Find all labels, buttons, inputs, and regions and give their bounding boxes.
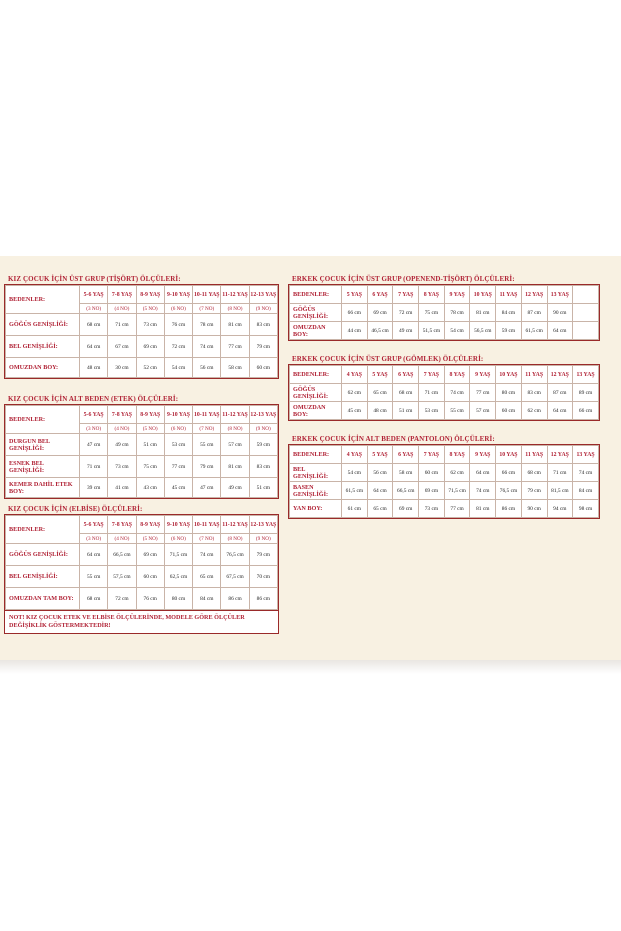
value-cell: 81 cm <box>470 304 496 322</box>
value-cell: 64 cm <box>470 464 496 482</box>
row-label: OMUZDAN TAM BOY: <box>6 588 80 610</box>
table-row <box>6 566 278 588</box>
value-cell: 66,5 cm <box>108 544 136 566</box>
value-cell: 47 cm <box>193 478 221 498</box>
value-cell: 64 cm <box>367 482 393 500</box>
value-cell: 73 cm <box>419 500 445 518</box>
value-cell: 69 cm <box>136 544 164 566</box>
row-label: GÖĞÜS GENİŞLİĞİ: <box>290 304 342 322</box>
size-header: 8-9 YAŞ <box>136 516 164 534</box>
size-header: 11 YAŞ <box>496 286 522 304</box>
value-cell: 52 cm <box>136 358 164 378</box>
size-header: 11-12 YAŞ <box>221 406 249 424</box>
size-number: (3 NO) <box>80 424 108 434</box>
table-row <box>6 336 278 358</box>
size-header: 7 YAŞ <box>419 446 445 464</box>
boys-size-panel <box>288 268 600 536</box>
size-header: 5 YAŞ <box>367 366 393 384</box>
value-cell: 79 cm <box>249 544 277 566</box>
girls-size-panel <box>4 264 279 636</box>
table-title: ERKEK ÇOCUK İÇİN ÜST GRUP (GÖMLEK) ÖLÇÜLERİ: <box>288 354 600 364</box>
size-header: 13 YAŞ <box>573 446 599 464</box>
header-row <box>6 516 278 534</box>
row-label: KEMER DAHİL ETEK BOY: <box>6 478 80 498</box>
value-cell: 45 cm <box>164 478 192 498</box>
size-header: 8-9 YAŞ <box>136 406 164 424</box>
size-header: 4 YAŞ <box>342 366 368 384</box>
value-cell: 57,5 cm <box>108 566 136 588</box>
size-table <box>4 274 279 379</box>
value-cell: 30 cm <box>108 358 136 378</box>
row-label: BEL GENİŞLİĞİ: <box>6 566 80 588</box>
table-row <box>6 434 278 456</box>
size-number: (4 NO) <box>108 424 136 434</box>
value-cell: 94 cm <box>547 500 573 518</box>
size-header: 9-10 YAŞ <box>164 406 192 424</box>
value-cell: 79 cm <box>521 482 547 500</box>
size-header: 10 YAŞ <box>470 286 496 304</box>
table-title: ERKEK ÇOCUK İÇİN ALT BEDEN (PANTOLON) ÖLÇÜLERİ: <box>288 434 600 444</box>
table-row <box>6 314 278 336</box>
table-row <box>290 482 599 500</box>
header-row <box>6 286 278 304</box>
size-number: (9 NO) <box>249 534 277 544</box>
value-cell: 80 cm <box>164 588 192 610</box>
size-number: (8 NO) <box>221 534 249 544</box>
value-cell: 98 cm <box>573 500 599 518</box>
value-cell: 44 cm <box>342 322 368 340</box>
value-cell: 78 cm <box>193 314 221 336</box>
table-row <box>6 478 278 498</box>
value-cell: 75 cm <box>136 456 164 478</box>
value-cell: 79 cm <box>193 456 221 478</box>
row-label: DURGUN BEL GENİŞLİĞİ: <box>6 434 80 456</box>
value-cell: 61,5 cm <box>521 322 547 340</box>
value-cell: 81 cm <box>221 456 249 478</box>
table-row <box>290 500 599 518</box>
row-label: GÖĞÜS GENİŞLİĞİ: <box>6 544 80 566</box>
size-grid <box>5 285 278 378</box>
value-cell: 71,5 cm <box>164 544 192 566</box>
value-cell: 49 cm <box>108 434 136 456</box>
table-row <box>290 322 599 340</box>
size-number: (7 NO) <box>193 534 221 544</box>
size-header: 11-12 YAŞ <box>221 286 249 304</box>
value-cell: 56 cm <box>193 358 221 378</box>
size-header <box>573 286 599 304</box>
header-label: BEDENLER: <box>6 516 80 544</box>
value-cell: 87 cm <box>521 304 547 322</box>
size-header: 9-10 YAŞ <box>164 516 192 534</box>
row-label: YAN BOY: <box>290 500 342 518</box>
size-number: (3 NO) <box>80 534 108 544</box>
size-header: 10-11 YAŞ <box>193 516 221 534</box>
size-number: (4 NO) <box>108 534 136 544</box>
value-cell: 66,5 cm <box>393 482 419 500</box>
value-cell: 76 cm <box>164 314 192 336</box>
size-header: 7 YAŞ <box>393 286 419 304</box>
value-cell: 69 cm <box>367 304 393 322</box>
value-cell: 66 cm <box>573 402 599 420</box>
value-cell: 62 cm <box>444 464 470 482</box>
value-cell: 90 cm <box>521 500 547 518</box>
header-label: BEDENLER: <box>6 286 80 314</box>
header-label: BEDENLER: <box>290 446 342 464</box>
value-cell: 48 cm <box>367 402 393 420</box>
page-shadow <box>0 660 621 674</box>
value-cell: 62 cm <box>342 384 368 402</box>
value-cell: 86 cm <box>496 500 522 518</box>
size-header: 5-6 YAŞ <box>80 286 108 304</box>
value-cell: 62 cm <box>521 402 547 420</box>
size-header: 9 YAŞ <box>470 366 496 384</box>
value-cell: 80 cm <box>496 384 522 402</box>
size-table <box>288 434 600 519</box>
value-cell: 83 cm <box>249 314 277 336</box>
value-cell: 47 cm <box>80 434 108 456</box>
value-cell: 58 cm <box>221 358 249 378</box>
size-number: (6 NO) <box>164 304 192 314</box>
value-cell: 62,5 cm <box>164 566 192 588</box>
size-header: 12 YAŞ <box>521 286 547 304</box>
value-cell: 64 cm <box>547 322 573 340</box>
size-table <box>4 394 279 499</box>
size-header: 5-6 YAŞ <box>80 406 108 424</box>
value-cell: 69 cm <box>419 482 445 500</box>
row-label: GÖĞÜS GENİŞLİĞİ: <box>290 384 342 402</box>
size-header: 6 YAŞ <box>393 446 419 464</box>
size-header: 9 YAŞ <box>470 446 496 464</box>
size-header: 8 YAŞ <box>444 446 470 464</box>
value-cell: 81,5 cm <box>547 482 573 500</box>
size-header: 11 YAŞ <box>521 366 547 384</box>
value-cell: 72 cm <box>393 304 419 322</box>
value-cell: 39 cm <box>80 478 108 498</box>
size-header: 7 YAŞ <box>419 366 445 384</box>
size-number: (7 NO) <box>193 304 221 314</box>
value-cell: 71 cm <box>108 314 136 336</box>
value-cell: 59 cm <box>249 434 277 456</box>
value-cell: 83 cm <box>521 384 547 402</box>
table-row <box>6 358 278 378</box>
table-box <box>288 284 600 341</box>
value-cell: 67,5 cm <box>221 566 249 588</box>
value-cell: 77 cm <box>164 456 192 478</box>
size-header: 12-13 YAŞ <box>249 516 277 534</box>
value-cell: 76,5 cm <box>221 544 249 566</box>
value-cell: 67 cm <box>108 336 136 358</box>
value-cell: 61,5 cm <box>342 482 368 500</box>
value-cell: 68 cm <box>393 384 419 402</box>
value-cell: 77 cm <box>221 336 249 358</box>
value-cell: 54 cm <box>444 322 470 340</box>
value-cell: 84 cm <box>193 588 221 610</box>
value-cell: 65 cm <box>193 566 221 588</box>
table-box <box>288 364 600 421</box>
table-row <box>6 544 278 566</box>
table-row <box>6 456 278 478</box>
size-header: 7-8 YAŞ <box>108 406 136 424</box>
value-cell <box>573 322 599 340</box>
value-cell: 68 cm <box>80 314 108 336</box>
value-cell: 64 cm <box>80 544 108 566</box>
value-cell: 53 cm <box>164 434 192 456</box>
size-header: 11 YAŞ <box>521 446 547 464</box>
value-cell: 70 cm <box>249 566 277 588</box>
value-cell: 59 cm <box>496 322 522 340</box>
size-header: 9-10 YAŞ <box>164 286 192 304</box>
size-number: (6 NO) <box>164 534 192 544</box>
value-cell: 51 cm <box>249 478 277 498</box>
value-cell: 41 cm <box>108 478 136 498</box>
header-row <box>290 366 599 384</box>
table-title: KIZ ÇOCUK İÇİN ALT BEDEN (ETEK) ÖLÇÜLERİ: <box>4 394 279 404</box>
size-header: 8 YAŞ <box>419 286 445 304</box>
size-number: (8 NO) <box>221 424 249 434</box>
size-header: 7-8 YAŞ <box>108 286 136 304</box>
size-header: 7-8 YAŞ <box>108 516 136 534</box>
header-label: BEDENLER: <box>6 406 80 434</box>
value-cell: 43 cm <box>136 478 164 498</box>
size-table <box>288 274 600 341</box>
value-cell: 74 cm <box>444 384 470 402</box>
table-title: KIZ ÇOCUK İÇİN ÜST GRUP (TİŞÖRT) ÖLÇÜLERİ: <box>4 274 279 284</box>
size-number: (3 NO) <box>80 304 108 314</box>
value-cell: 58 cm <box>393 464 419 482</box>
size-header: 10 YAŞ <box>496 366 522 384</box>
size-number: (5 NO) <box>136 304 164 314</box>
value-cell: 56,5 cm <box>470 322 496 340</box>
size-number: (6 NO) <box>164 424 192 434</box>
row-label: BEL GENİŞLİĞİ: <box>6 336 80 358</box>
value-cell: 76,5 cm <box>496 482 522 500</box>
value-cell: 75 cm <box>419 304 445 322</box>
size-number: (5 NO) <box>136 534 164 544</box>
value-cell: 65 cm <box>367 384 393 402</box>
value-cell: 45 cm <box>342 402 368 420</box>
size-grid <box>289 285 599 340</box>
value-cell: 83 cm <box>249 456 277 478</box>
value-cell: 84 cm <box>573 482 599 500</box>
value-cell: 90 cm <box>547 304 573 322</box>
size-note: NOT! KIZ ÇOCUK ETEK VE ELBİSE ÖLÇÜLERİNDE, MODELE GÖRE ÖLÇÜLER DEĞİŞİKLİK GÖSTERMEKTEDİR! <box>4 610 279 634</box>
value-cell: 64 cm <box>80 336 108 358</box>
table-row <box>290 464 599 482</box>
size-header: 8-9 YAŞ <box>136 286 164 304</box>
value-cell: 68 cm <box>80 588 108 610</box>
header-row <box>6 406 278 424</box>
value-cell: 65 cm <box>367 500 393 518</box>
value-cell: 51 cm <box>393 402 419 420</box>
table-box <box>288 444 600 519</box>
size-number: (9 NO) <box>249 304 277 314</box>
size-header: 10-11 YAŞ <box>193 286 221 304</box>
value-cell: 74 cm <box>573 464 599 482</box>
size-grid <box>5 515 278 610</box>
row-label: OMUZDAN BOY: <box>290 322 342 340</box>
size-header: 8 YAŞ <box>444 366 470 384</box>
size-header: 12 YAŞ <box>547 446 573 464</box>
row-label: OMUZDAN BOY: <box>290 402 342 420</box>
size-header: 5 YAŞ <box>342 286 368 304</box>
size-number: (5 NO) <box>136 424 164 434</box>
size-header: 11-12 YAŞ <box>221 516 249 534</box>
value-cell: 71 cm <box>80 456 108 478</box>
value-cell: 55 cm <box>193 434 221 456</box>
value-cell: 66 cm <box>342 304 368 322</box>
header-label: BEDENLER: <box>290 286 342 304</box>
value-cell: 71 cm <box>547 464 573 482</box>
size-header: 12-13 YAŞ <box>249 286 277 304</box>
value-cell: 74 cm <box>193 544 221 566</box>
table-row <box>290 402 599 420</box>
size-header: 9 YAŞ <box>444 286 470 304</box>
value-cell: 74 cm <box>193 336 221 358</box>
value-cell: 86 cm <box>249 588 277 610</box>
table-row <box>290 304 599 322</box>
table-box <box>4 284 279 379</box>
size-header: 6 YAŞ <box>393 366 419 384</box>
size-number: (4 NO) <box>108 304 136 314</box>
row-label: ESNEK BEL GENİŞLİĞİ: <box>6 456 80 478</box>
size-header: 12-13 YAŞ <box>249 406 277 424</box>
value-cell: 55 cm <box>80 566 108 588</box>
table-title: KIZ ÇOCUK İÇİN (ELBİSE) ÖLÇÜLERİ: <box>4 504 279 514</box>
value-cell: 81 cm <box>221 314 249 336</box>
row-label: BEL GENİŞLİĞİ: <box>290 464 342 482</box>
value-cell: 48 cm <box>80 358 108 378</box>
size-number: (8 NO) <box>221 304 249 314</box>
row-label: GÖĞÜS GENİŞLİĞİ: <box>6 314 80 336</box>
header-row <box>290 286 599 304</box>
value-cell: 57 cm <box>221 434 249 456</box>
value-cell: 46,5 cm <box>367 322 393 340</box>
size-number: (7 NO) <box>193 424 221 434</box>
value-cell: 51,5 cm <box>419 322 445 340</box>
size-grid <box>289 445 599 518</box>
value-cell: 72 cm <box>164 336 192 358</box>
value-cell <box>573 304 599 322</box>
value-cell: 55 cm <box>444 402 470 420</box>
value-cell: 72 cm <box>108 588 136 610</box>
value-cell: 77 cm <box>444 500 470 518</box>
size-header: 13 YAŞ <box>573 366 599 384</box>
header-label: BEDENLER: <box>290 366 342 384</box>
value-cell: 60 cm <box>419 464 445 482</box>
row-label: BASEN GENİŞLİĞİ: <box>290 482 342 500</box>
table-row <box>290 384 599 402</box>
value-cell: 73 cm <box>108 456 136 478</box>
size-table <box>4 504 279 611</box>
table-row <box>6 588 278 610</box>
value-cell: 69 cm <box>136 336 164 358</box>
value-cell: 53 cm <box>419 402 445 420</box>
size-grid <box>289 365 599 420</box>
size-header: 5 YAŞ <box>367 446 393 464</box>
size-header: 5-6 YAŞ <box>80 516 108 534</box>
size-header: 4 YAŞ <box>342 446 368 464</box>
value-cell: 86 cm <box>221 588 249 610</box>
value-cell: 54 cm <box>342 464 368 482</box>
value-cell: 60 cm <box>496 402 522 420</box>
value-cell: 74 cm <box>470 482 496 500</box>
size-header: 6 YAŞ <box>367 286 393 304</box>
value-cell: 81 cm <box>470 500 496 518</box>
value-cell: 69 cm <box>393 500 419 518</box>
value-cell: 71 cm <box>419 384 445 402</box>
value-cell: 89 cm <box>573 384 599 402</box>
value-cell: 57 cm <box>470 402 496 420</box>
size-number: (9 NO) <box>249 424 277 434</box>
value-cell: 60 cm <box>249 358 277 378</box>
value-cell: 78 cm <box>444 304 470 322</box>
size-header: 10 YAŞ <box>496 446 522 464</box>
value-cell: 60 cm <box>136 566 164 588</box>
value-cell: 71,5 cm <box>444 482 470 500</box>
size-table <box>288 354 600 421</box>
size-header: 13 YAŞ <box>547 286 573 304</box>
value-cell: 51 cm <box>136 434 164 456</box>
value-cell: 76 cm <box>136 588 164 610</box>
value-cell: 49 cm <box>393 322 419 340</box>
table-box <box>4 514 279 611</box>
value-cell: 77 cm <box>470 384 496 402</box>
value-cell: 66 cm <box>496 464 522 482</box>
value-cell: 73 cm <box>136 314 164 336</box>
table-title: ERKEK ÇOCUK İÇİN ÜST GRUP (OPENEND-TİŞÖRT) ÖLÇÜLERİ: <box>288 274 600 284</box>
size-header: 10-11 YAŞ <box>193 406 221 424</box>
row-label: OMUZDAN BOY: <box>6 358 80 378</box>
value-cell: 68 cm <box>521 464 547 482</box>
value-cell: 56 cm <box>367 464 393 482</box>
value-cell: 49 cm <box>221 478 249 498</box>
value-cell: 54 cm <box>164 358 192 378</box>
value-cell: 84 cm <box>496 304 522 322</box>
value-cell: 87 cm <box>547 384 573 402</box>
size-header: 12 YAŞ <box>547 366 573 384</box>
value-cell: 79 cm <box>249 336 277 358</box>
header-row <box>290 446 599 464</box>
value-cell: 61 cm <box>342 500 368 518</box>
value-cell: 64 cm <box>547 402 573 420</box>
table-box <box>4 404 279 499</box>
size-grid <box>5 405 278 498</box>
